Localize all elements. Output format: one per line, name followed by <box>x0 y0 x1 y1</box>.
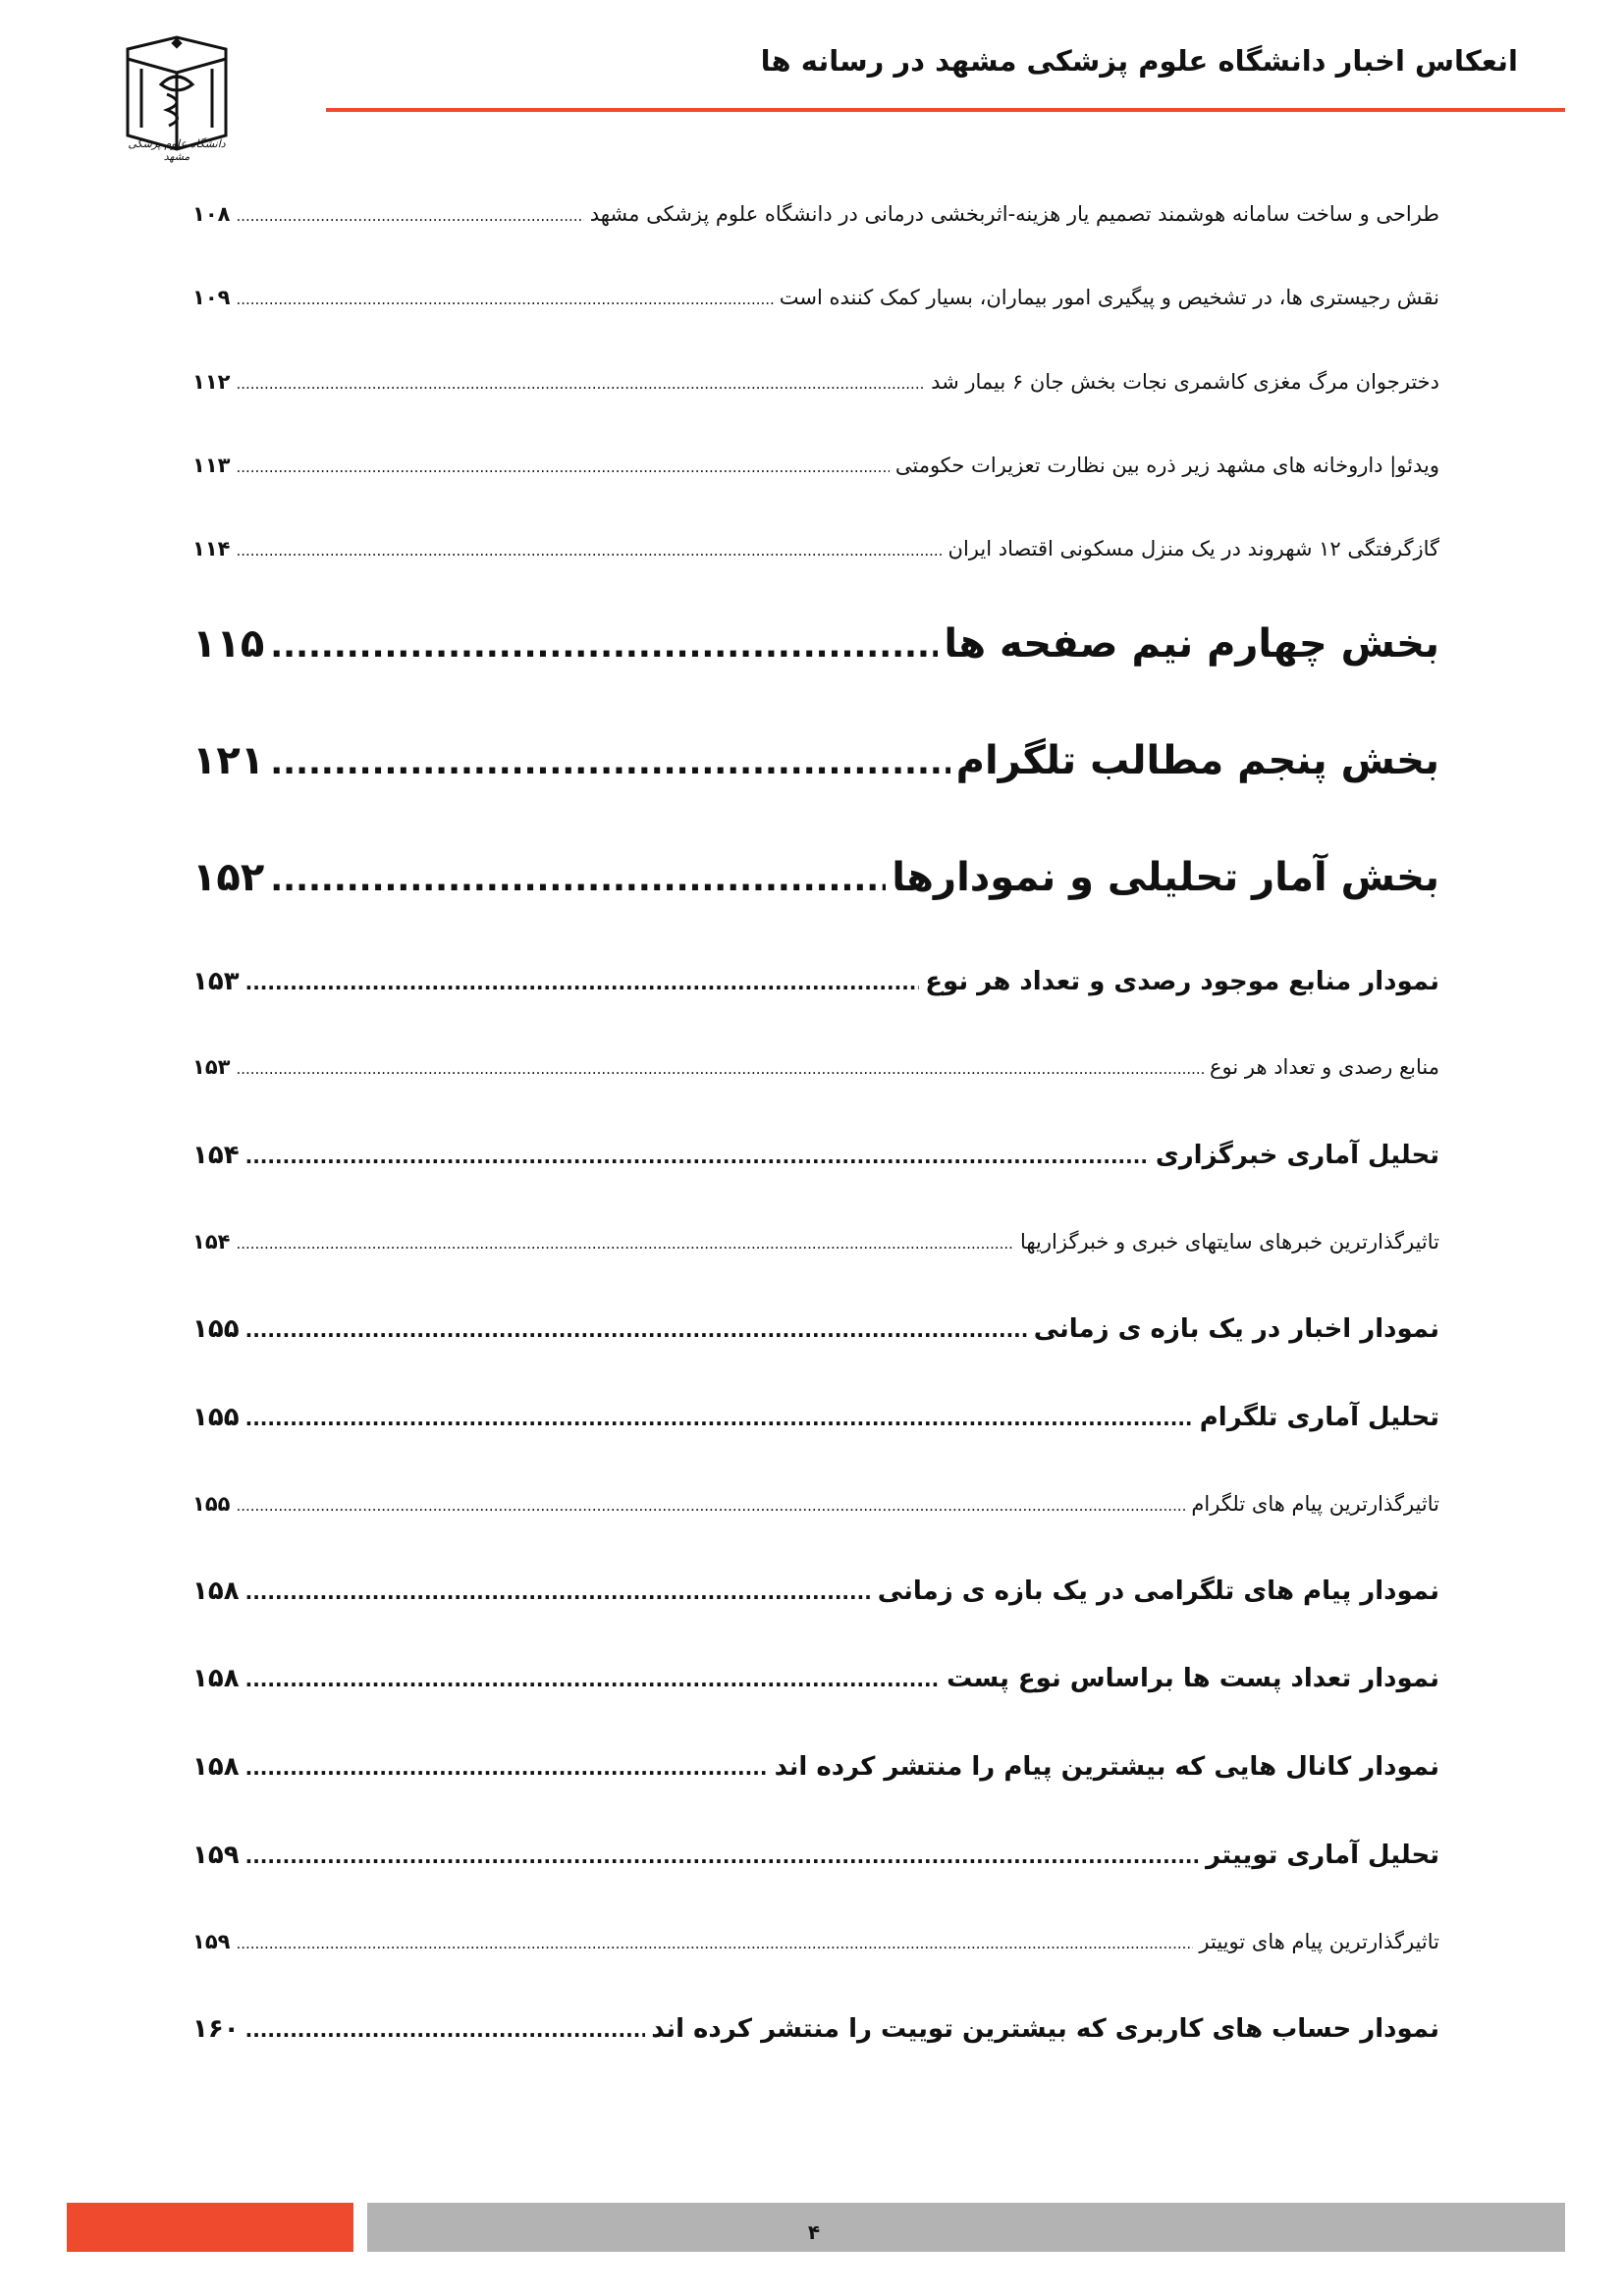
toc-entry-title: دخترجوان مرگ مغزی کاشمری نجات بخش جان ۶ بیمار شد <box>931 370 1439 394</box>
toc-entry-title: طراحی و ساخت سامانه هوشمند تصمیم یار هزینه-اثربخشی درمانی در دانشگاه علوم پزشکی مشهد <box>589 202 1439 226</box>
toc-dot-leader <box>245 1756 769 1780</box>
toc-entry-page: ۱۰۸ <box>192 202 231 226</box>
toc-section-entry[interactable] <box>192 855 1439 900</box>
toc-entry[interactable] <box>192 1314 1439 1344</box>
toc-entry-page: ۱۲۱ <box>192 738 265 783</box>
toc-entry-title: تاثیرگذارترین خبرهای سایتهای خبری و خبرگزاریها <box>1019 1230 1439 1254</box>
footer-accent-bar <box>67 2203 353 2252</box>
toc-entry[interactable] <box>192 202 1439 226</box>
toc-dot-leader <box>245 1668 941 1691</box>
toc-entry-title: نمودار منابع موجود رصدی و تعداد هر نوع <box>925 967 1439 996</box>
toc-dot-leader <box>245 1145 1150 1168</box>
toc-entry[interactable] <box>192 1492 1439 1516</box>
toc-entry-page: ۱۵۸ <box>192 1664 240 1693</box>
toc-entry-title: نمودار کانال هایی که بیشترین پیام را منتشر کرده اند <box>774 1752 1439 1782</box>
toc-dot-leader <box>236 1060 1204 1078</box>
toc-dot-leader <box>270 860 886 899</box>
toc-entry-title: بخش پنجم مطالب تلگرام <box>955 738 1439 783</box>
toc-entry-page: ۱۵۳ <box>192 1055 231 1079</box>
toc-entry[interactable] <box>192 454 1439 477</box>
toc-dot-leader <box>236 542 942 560</box>
toc-dot-leader <box>236 1497 1185 1515</box>
toc-entry[interactable] <box>192 1230 1439 1254</box>
toc-dot-leader <box>245 1407 1194 1430</box>
page-header-title: انعکاس اخبار دانشگاه علوم پزشکی مشهد در رسانه ها <box>760 44 1518 78</box>
toc-entry-page: ۱۵۵ <box>192 1314 240 1344</box>
toc-entry-page: ۱۵۴ <box>192 1141 240 1170</box>
toc-entry-title: منابع رصدی و تعداد هر نوع <box>1209 1055 1439 1079</box>
toc-entry-title: تحلیل آماری تلگرام <box>1199 1403 1439 1432</box>
toc-entry[interactable] <box>192 1403 1439 1432</box>
toc-section-entry[interactable] <box>192 738 1439 783</box>
toc-entry-title: تحلیل آماری توییتر <box>1206 1841 1439 1870</box>
toc-entry-title: نمودار حساب های کاربری که بیشترین توییت را منتشر کرده اند <box>651 2014 1439 2044</box>
toc-entry-page: ۱۵۴ <box>192 1230 231 1254</box>
toc-entry[interactable] <box>192 370 1439 394</box>
toc-dot-leader <box>236 375 925 393</box>
toc-entry-title: نمودار اخبار در یک بازه ی زمانی <box>1033 1314 1439 1344</box>
toc-entry-title: بخش چهارم نیم صفحه ها <box>944 621 1439 667</box>
toc-entry-page: ۱۵۳ <box>192 967 240 996</box>
toc-entry[interactable] <box>192 1752 1439 1782</box>
toc-entry-title: ویدئو| داروخانه های مشهد زیر ذره بین نظارت تعزیرات حکومتی <box>894 454 1439 477</box>
toc-entry-page: ۱۰۹ <box>192 286 231 309</box>
toc-entry-page: ۱۱۳ <box>192 454 231 477</box>
toc-dot-leader <box>270 626 938 666</box>
toc-dot-leader <box>245 2018 646 2042</box>
toc-entry[interactable] <box>192 967 1439 996</box>
toc-dot-leader <box>236 1235 1014 1253</box>
toc-entry-page: ۱۵۹ <box>192 1841 240 1870</box>
toc-entry[interactable] <box>192 537 1439 561</box>
toc-dot-leader <box>236 291 773 308</box>
toc-section-entry[interactable] <box>192 621 1439 667</box>
toc-entry[interactable] <box>192 1141 1439 1170</box>
toc-entry[interactable] <box>192 1664 1439 1693</box>
toc-entry-title: نقش رجیستری ها، در تشخیص و پیگیری امور بیماران، بسیار کمک کننده است <box>779 286 1439 309</box>
toc-entry-page: ۱۵۲ <box>192 855 265 900</box>
toc-entry-title: تاثیرگذارترین پیام های توییتر <box>1199 1930 1439 1953</box>
toc-entry-page: ۱۵۸ <box>192 1576 240 1606</box>
toc-entry-page: ۱۱۵ <box>192 621 265 667</box>
toc-entry-title: بخش آمار تحلیلی و نمودارها <box>892 855 1439 900</box>
toc-entry-title: نمودار تعداد پست ها براساس نوع پست <box>947 1664 1439 1693</box>
toc-entry-page: ۱۶۰ <box>192 2014 240 2044</box>
toc-entry[interactable] <box>192 1576 1439 1606</box>
toc-dot-leader <box>236 458 889 476</box>
toc-entry-title: تاثیرگذارترین پیام های تلگرام <box>1191 1492 1439 1516</box>
toc-dot-leader <box>236 1935 1193 1952</box>
toc-entry-title: تحلیل آماری خبرگزاری <box>1155 1141 1439 1170</box>
toc-dot-leader <box>245 1580 872 1604</box>
toc-entry[interactable] <box>192 1841 1439 1870</box>
toc-entry-page: ۱۵۵ <box>192 1403 240 1432</box>
toc-dot-leader <box>270 743 949 782</box>
page-number: ۴ <box>807 2220 821 2244</box>
toc-entry[interactable] <box>192 1930 1439 1953</box>
toc-entry-title: نمودار پیام های تلگرامی در یک بازه ی زمانی <box>877 1576 1439 1606</box>
toc-entry-page: ۱۱۲ <box>192 370 231 394</box>
toc-dot-leader <box>245 971 920 994</box>
toc-entry-page: ۱۱۴ <box>192 537 231 561</box>
toc-dot-leader <box>245 1318 1028 1342</box>
toc-entry-page: ۱۵۹ <box>192 1930 231 1953</box>
toc-dot-leader <box>236 207 583 225</box>
toc-entry-page: ۱۵۵ <box>192 1492 231 1516</box>
toc-dot-leader <box>245 1844 1201 1868</box>
toc-entry[interactable] <box>192 286 1439 309</box>
logo-caption: دانشگاه علوم پزشکی مشهد <box>128 137 226 163</box>
toc-entry[interactable] <box>192 1055 1439 1079</box>
toc-entry-page: ۱۵۸ <box>192 1752 240 1782</box>
toc-entry[interactable] <box>192 2014 1439 2044</box>
toc-entry-title: گازگرفتگی ۱۲ شهروند در یک منزل مسکونی اقتصاد ایران <box>947 537 1439 561</box>
